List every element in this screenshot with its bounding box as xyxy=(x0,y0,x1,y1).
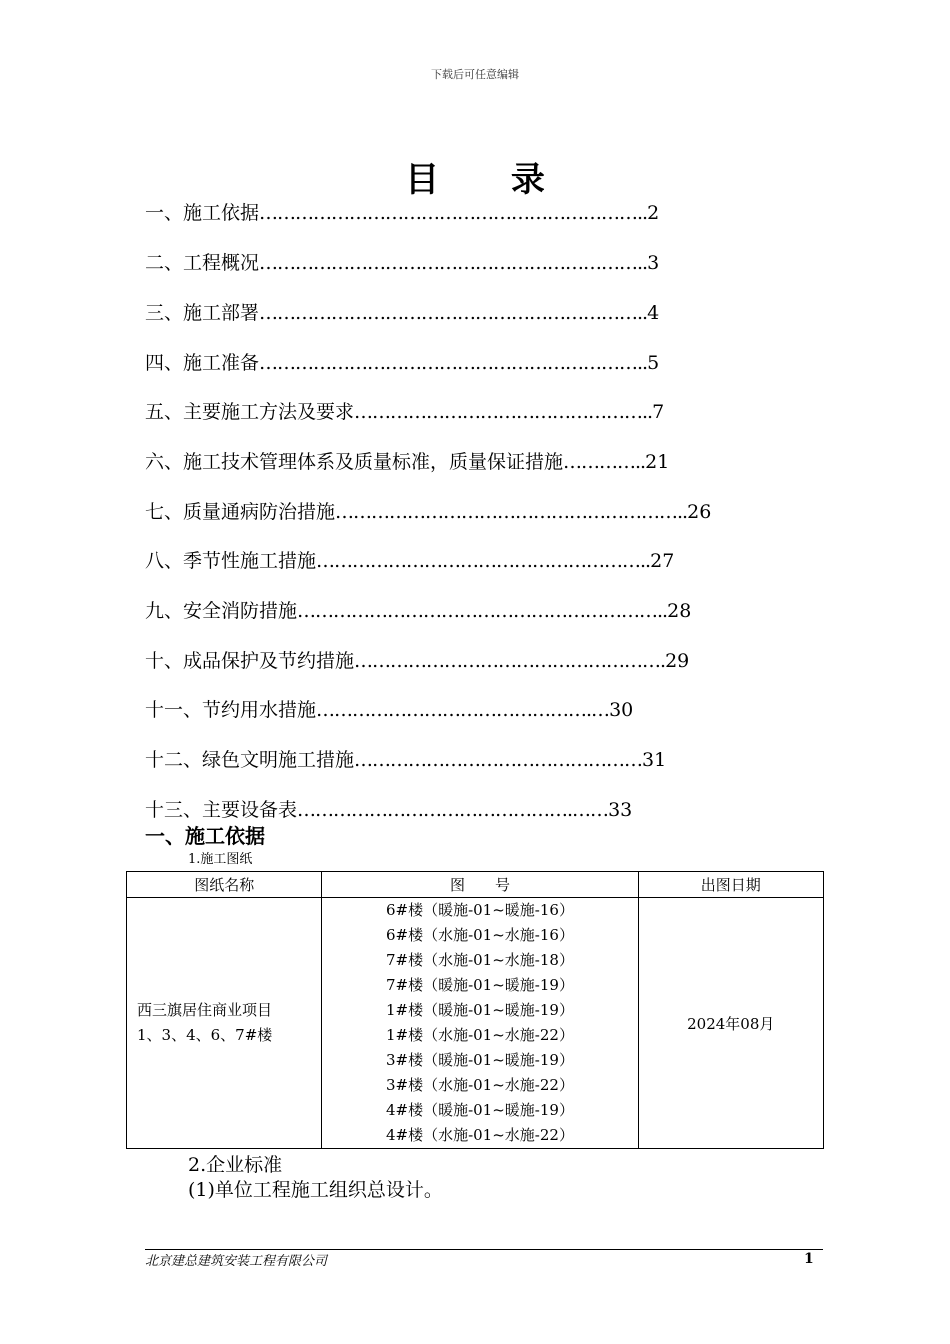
toc-entry-label: 九、安全消防措施 xyxy=(145,600,298,622)
drawing-number-item: 7#楼（水施-01~水施-18） xyxy=(385,951,574,969)
drawing-number-item: 4#楼（暖施-01~暖施-19） xyxy=(385,1101,574,1119)
header-note: 下载后可任意编辑 xyxy=(431,68,519,81)
header-drawing-name: 图纸名称 xyxy=(127,872,322,898)
table-row xyxy=(127,898,824,1149)
footer-company: 北京建总建筑安装工程有限公司 xyxy=(145,1254,328,1269)
toc-entry-page: 7 xyxy=(652,401,665,423)
toc-entry-label: 七、质量通病防治措施 xyxy=(145,501,336,523)
toc-entry-leader: ………………………………………… xyxy=(354,749,643,771)
toc-entry-label: 六、施工技术管理体系及质量标准，质量保证措施 xyxy=(145,451,564,473)
project-name-line: 1、3、4、6、7#楼 xyxy=(137,1026,273,1044)
drawing-number-item: 3#楼（水施-01~水施-22） xyxy=(385,1076,574,1094)
toc-entry-label: 四、施工准备 xyxy=(145,352,260,374)
toc-entry[interactable] xyxy=(145,350,659,376)
toc-entry-label: 十、成品保护及节约措施 xyxy=(145,650,355,672)
toc-entry-page: 28 xyxy=(667,600,692,622)
toc-entry-label: 五、主要施工方法及要求 xyxy=(145,401,355,423)
toc-entry-label: 十二、绿色文明施工措施 xyxy=(145,749,355,771)
toc-entry-leader: ………………………………………………….. xyxy=(335,501,688,523)
toc-entry-leader: …………………………………………………….. xyxy=(297,600,668,622)
toc-title: 目 录 xyxy=(405,160,575,200)
toc-entry-leader: ……………………………………….… xyxy=(316,699,610,721)
toc-entry[interactable] xyxy=(145,747,666,773)
toc-entry-leader: ………………………………………….. xyxy=(354,401,653,423)
toc-entry-page: 21 xyxy=(645,451,670,473)
project-name-cell xyxy=(127,898,322,1149)
toc-entry-page: 26 xyxy=(687,501,712,523)
toc-entry[interactable] xyxy=(145,598,691,624)
drawing-list-cell xyxy=(322,898,638,1149)
toc-entry-page: 33 xyxy=(608,799,633,821)
standard-item: (1)单位工程施工组织总设计。 xyxy=(188,1179,443,1201)
toc-entry-leader: ……………………………………………. xyxy=(354,650,666,672)
toc-entry-page: 4 xyxy=(647,302,660,324)
toc-entry[interactable] xyxy=(145,449,669,475)
drawing-number-item: 3#楼（暖施-01~暖施-19） xyxy=(385,1051,574,1069)
drawing-number-item: 1#楼（暖施-01~暖施-19） xyxy=(385,1001,574,1019)
sub-heading: 1.施工图纸 xyxy=(188,852,253,867)
toc-entry-label: 十三、主要设备表 xyxy=(145,799,298,821)
toc-entry[interactable] xyxy=(145,399,664,425)
toc-entry-label: 二、工程概况 xyxy=(145,252,260,274)
toc-entry-page: 27 xyxy=(650,550,675,572)
drawing-number-item: 1#楼（水施-01~水施-22） xyxy=(385,1026,574,1044)
toc-entry-page: 2 xyxy=(647,202,660,224)
toc-entry-label: 八、季节性施工措施 xyxy=(145,550,317,572)
enterprise-standard: 2.企业标准 xyxy=(188,1154,283,1176)
toc-entry[interactable] xyxy=(145,548,674,574)
toc-entry-leader: ……………………………………………….. xyxy=(316,550,651,572)
header-issue-date: 出图日期 xyxy=(638,872,824,898)
toc-entry-leader: ……………………………………………………….. xyxy=(259,252,648,274)
toc-entry[interactable] xyxy=(145,300,659,326)
toc-entry[interactable] xyxy=(145,648,689,674)
toc-entry-label: 三、施工部署 xyxy=(145,302,260,324)
header-drawing-number: 图 号 xyxy=(322,872,638,898)
toc-entry-leader: ……………………………………….…… xyxy=(297,799,609,821)
drawing-number-item: 7#楼（暖施-01~暖施-19） xyxy=(385,976,574,994)
toc-entry[interactable] xyxy=(145,499,711,525)
drawings-table xyxy=(126,871,824,1149)
toc-entry-label: 一、施工依据 xyxy=(145,202,260,224)
issue-date-cell: 2024年08月 xyxy=(638,898,824,1149)
toc-entry-leader: ……………………………………………………….. xyxy=(259,302,648,324)
table-header-row xyxy=(127,872,824,898)
toc-entry-page: 29 xyxy=(665,650,690,672)
drawing-number-item: 6#楼（水施-01~水施-16） xyxy=(385,926,574,944)
toc-entry-leader: ……………………………………………………….. xyxy=(259,202,648,224)
section-heading: 一、施工依据 xyxy=(145,824,265,848)
toc-entry-page: 3 xyxy=(647,252,660,274)
page-number: 1 xyxy=(804,1251,814,1267)
toc-entry[interactable] xyxy=(145,200,659,226)
toc-entry-page: 31 xyxy=(642,749,667,771)
toc-entry-page: 30 xyxy=(609,699,634,721)
toc-entry-page: 5 xyxy=(647,352,660,374)
toc-entry[interactable] xyxy=(145,697,633,723)
toc-entry-leader: ………….. xyxy=(563,451,646,473)
drawing-number-item: 6#楼（暖施-01~暖施-16） xyxy=(385,901,574,919)
toc-entry[interactable] xyxy=(145,250,659,276)
project-name-line: 西三旗居住商业项目 xyxy=(137,1001,273,1019)
drawing-number-item: 4#楼（水施-01~水施-22） xyxy=(385,1126,574,1144)
toc-entry-leader: ……………………………………………………….. xyxy=(259,352,648,374)
toc-entry-label: 十一、节约用水措施 xyxy=(145,699,317,721)
